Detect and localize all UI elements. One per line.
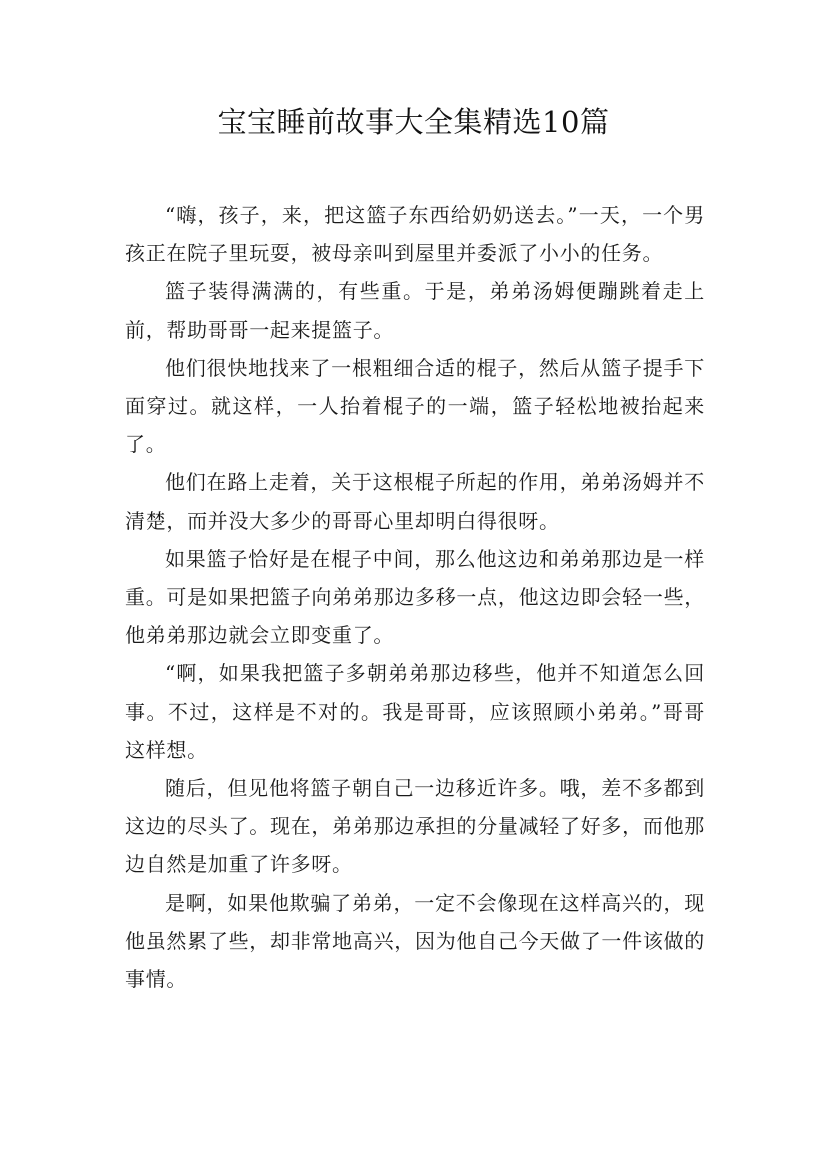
paragraph-3: 他们很快地找来了一根粗细合适的棍子，然后从篮子提手下面穿过。就这样，一人抬着棍子的一端，篮子轻松地被抬起来了。 <box>125 355 705 457</box>
document-title: 宝宝睡前故事大全集精选10篇 <box>217 105 610 139</box>
paragraph-2: 篮子装得满满的，有些重。于是，弟弟汤姆便蹦跳着走上前，帮助哥哥一起来提篮子。 <box>125 279 705 342</box>
paragraph-7: 随后，但见他将篮子朝自己一边移近许多。哦，差不多都到这边的尽头了。现在，弟弟那边承担的分量减轻了好多，而他那边自然是加重了许多呀。 <box>125 776 705 877</box>
paragraph-6: “啊，如果我把篮子多朝弟弟那边移些，他并不知道怎么回事。不过，这样是不对的。我是哥哥，应该照顾小弟弟。”哥哥这样想。 <box>125 661 705 762</box>
paragraph-8: 是啊，如果他欺骗了弟弟，一定不会像现在这样高兴的，现他虽然累了些，却非常地高兴，因为他自己今天做了一件该做的事情。 <box>125 890 705 992</box>
paragraph-1: “嗨，孩子，来，把这篮子东西给奶奶送去。”一天，一个男孩正在院子里玩耍，被母亲叫到屋里并委派了小小的任务。 <box>125 203 705 266</box>
paragraph-4: 他们在路上走着，关于这根棍子所起的作用，弟弟汤姆并不清楚，而并没大多少的哥哥心里却明白得很呀。 <box>125 470 705 533</box>
story-body <box>125 196 705 998</box>
paragraph-5: 如果篮子恰好是在棍子中间，那么他这边和弟弟那边是一样重。可是如果把篮子向弟弟那边多移一点，他这边即会轻一些，他弟弟那边就会立即变重了。 <box>125 546 705 648</box>
